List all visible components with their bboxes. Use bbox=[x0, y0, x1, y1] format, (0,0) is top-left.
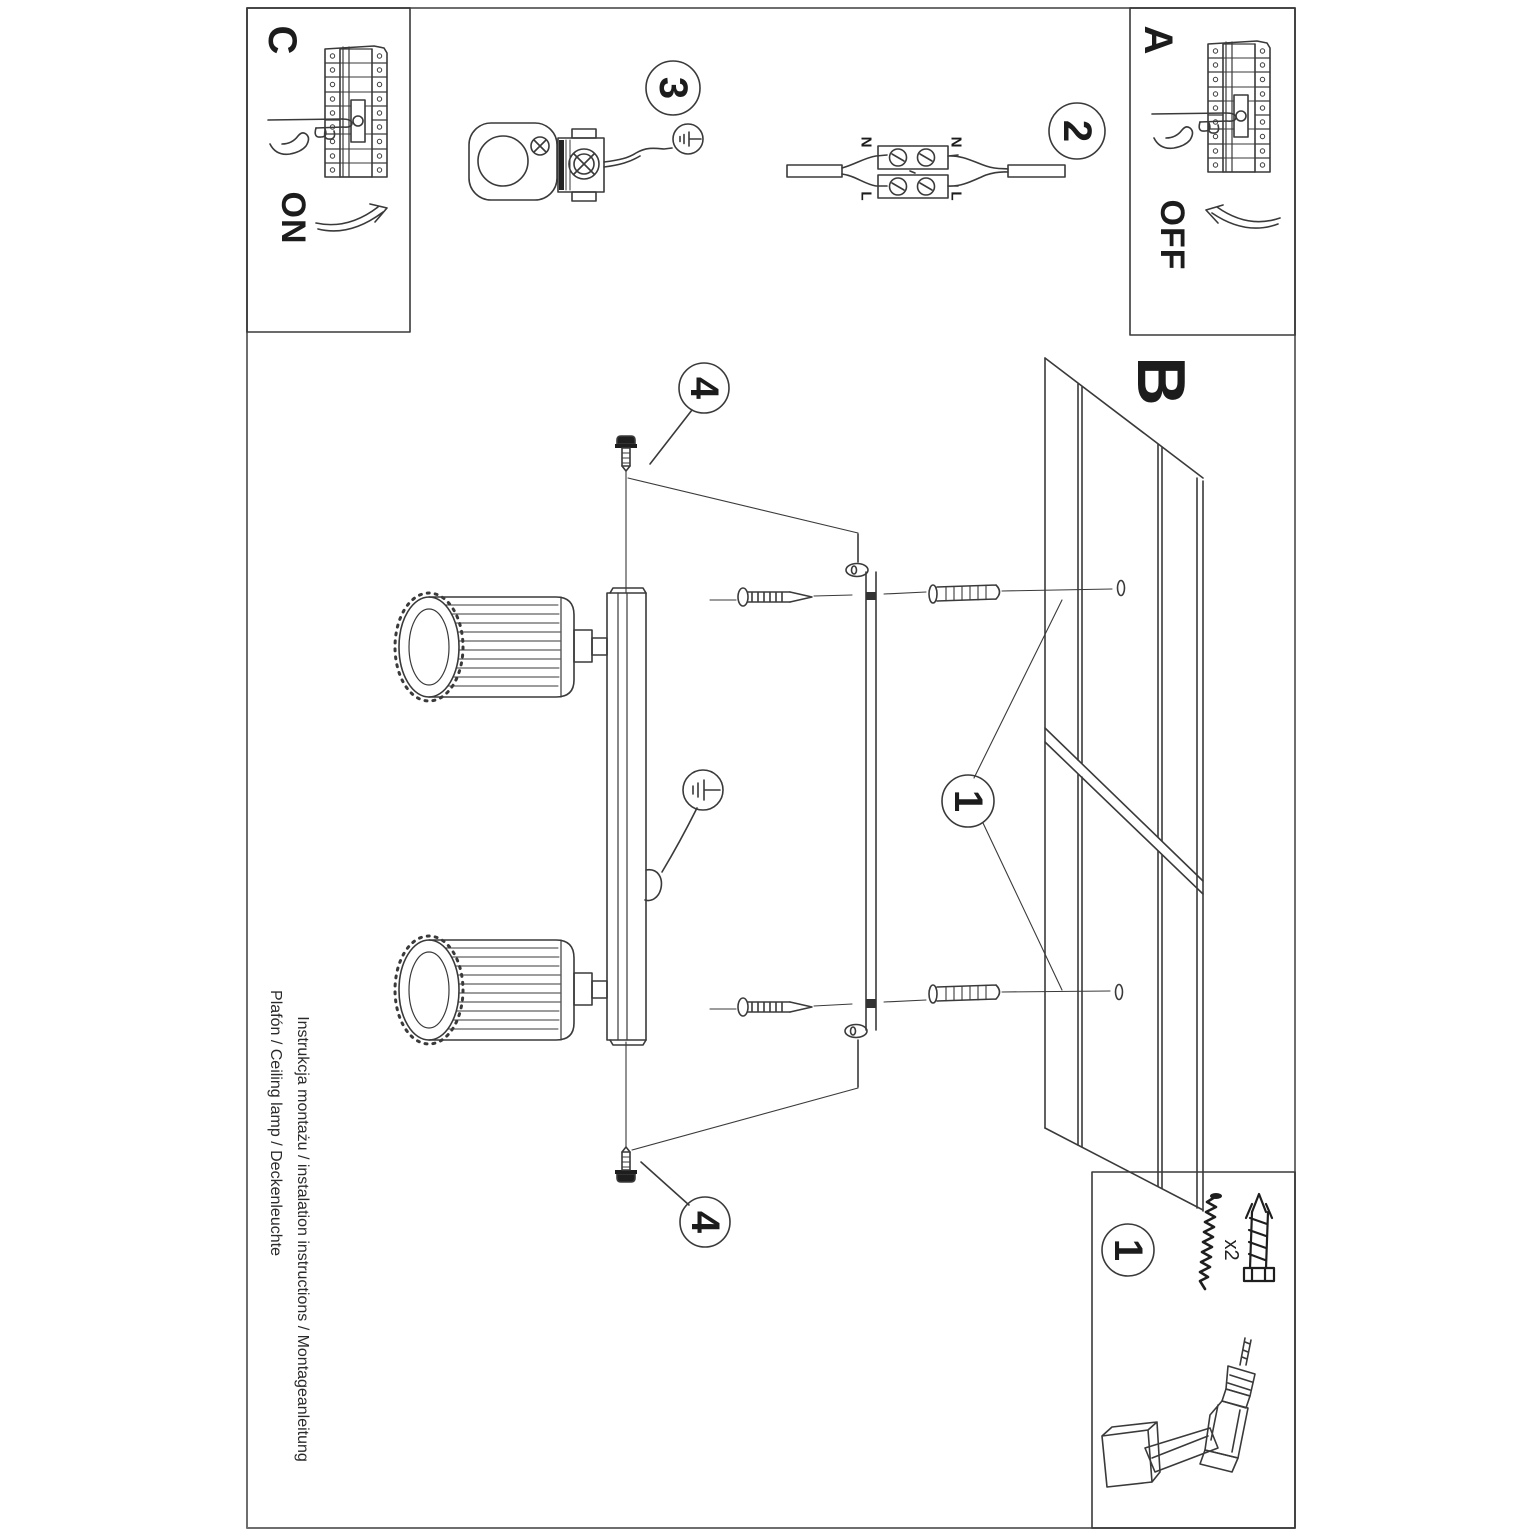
lamp-base-drawing bbox=[607, 588, 723, 1045]
step-3-number: 3 bbox=[651, 76, 695, 100]
panel-c-label: C bbox=[260, 25, 304, 55]
wall-screw-top bbox=[710, 588, 926, 606]
kit-contents bbox=[1102, 1193, 1274, 1487]
wall-plug-top bbox=[929, 585, 1112, 603]
wall-screw-bottom bbox=[710, 998, 926, 1016]
step-c-box bbox=[247, 8, 410, 332]
live-label-left: L bbox=[857, 191, 875, 201]
earth-wire-icon bbox=[645, 870, 661, 901]
caption-title: Instrukcja montażu / instalation instructions / Montageanleitung bbox=[294, 1016, 311, 1462]
step-4-number-bottom: 4 bbox=[683, 1210, 727, 1234]
kit-step-number: 1 bbox=[1106, 1238, 1150, 1262]
wire-icon bbox=[604, 148, 672, 167]
live-label-right: L bbox=[947, 191, 965, 201]
on-label: ON bbox=[274, 191, 312, 245]
fixing-screw-top bbox=[615, 363, 858, 593]
wall-drawing bbox=[1045, 358, 1203, 1211]
caption-product: Plafón / Ceiling lamp / Deckenleuchte bbox=[267, 990, 284, 1256]
panel-a-label: A bbox=[1136, 25, 1180, 55]
step-4-number-top: 4 bbox=[682, 376, 726, 400]
drill-hole-bottom bbox=[1116, 985, 1123, 1000]
turn-on-arrow-icon bbox=[316, 204, 387, 231]
ground-symbol-icon bbox=[673, 124, 703, 154]
drill-icon bbox=[1102, 1338, 1255, 1487]
wiring-diagram bbox=[787, 103, 1105, 201]
kit-wall-plug-icon bbox=[1244, 1194, 1274, 1281]
ground-symbol-icon bbox=[662, 770, 723, 872]
lamp-shade-bottom bbox=[395, 936, 607, 1044]
page-frame bbox=[247, 8, 1295, 1528]
neutral-label-left: N bbox=[857, 136, 875, 148]
neutral-label-right: N bbox=[947, 136, 965, 148]
fixing-screw-bottom bbox=[615, 1042, 858, 1247]
drill-hole-top bbox=[1118, 581, 1125, 596]
turn-off-arrow-icon bbox=[1206, 205, 1280, 228]
step-2-number: 2 bbox=[1055, 119, 1099, 143]
wall-plug-bottom bbox=[929, 985, 1110, 1003]
wall-label: B bbox=[1123, 356, 1199, 406]
kit-quantity-label: x2 bbox=[1220, 1239, 1242, 1261]
lamp-shade-top bbox=[395, 593, 607, 701]
off-label: OFF bbox=[1153, 199, 1191, 271]
step-1-number: 1 bbox=[946, 789, 990, 813]
